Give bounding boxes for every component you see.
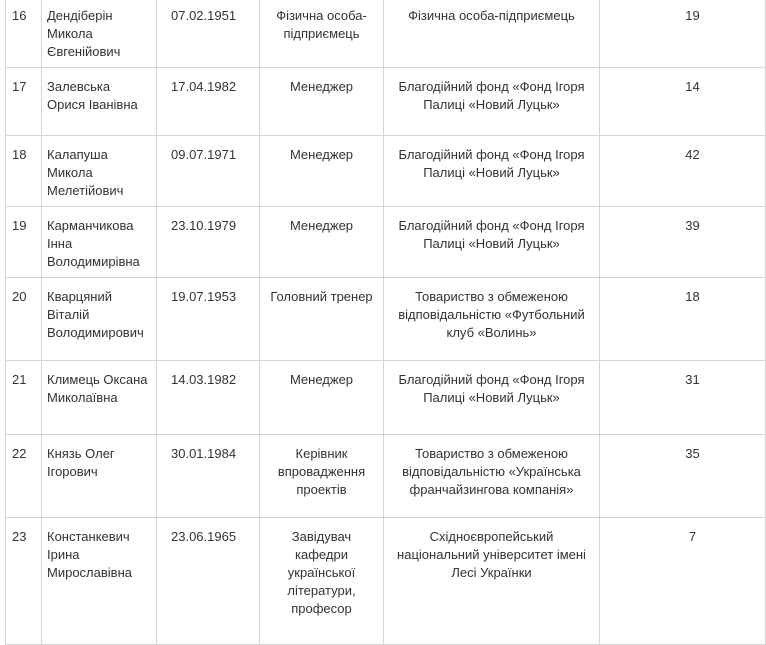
value-cell	[600, 0, 766, 68]
value-cell	[600, 435, 766, 518]
person-name: Кварцяний Віталій Володимирович	[42, 278, 157, 361]
position: Менеджер	[260, 136, 384, 207]
table-row	[6, 0, 766, 68]
value: 35	[685, 446, 700, 461]
birth-date: 09.07.1971	[157, 136, 260, 207]
organization: Фізична особа-підприємець	[384, 0, 600, 68]
row-number: 16	[6, 0, 42, 68]
organization: Товариство з обмеженою відповідальністю «Українська франчайзингова компанія»	[384, 435, 600, 518]
value-cell	[600, 278, 766, 361]
person-name: Констанкевич Ірина Мирославівна	[42, 518, 157, 645]
position: Завідувач кафедри української літератури, професор	[260, 518, 384, 645]
value-cell	[600, 68, 766, 136]
organization: Товариство з обмеженою відповідальністю «Футбольний клуб «Волинь»	[384, 278, 600, 361]
organization: Благодійний фонд «Фонд Ігоря Палиці «Новий Луцьк»	[384, 361, 600, 435]
table-row	[6, 361, 766, 435]
position: Менеджер	[260, 207, 384, 278]
row-number: 18	[6, 136, 42, 207]
value: 19	[685, 8, 700, 23]
table-row	[6, 136, 766, 207]
person-name: Климець Оксана Миколаївна	[42, 361, 157, 435]
birth-date: 30.01.1984	[157, 435, 260, 518]
position: Менеджер	[260, 68, 384, 136]
row-number: 17	[6, 68, 42, 136]
value-cell	[600, 136, 766, 207]
row-number: 20	[6, 278, 42, 361]
value: 14	[685, 79, 700, 94]
organization: Благодійний фонд «Фонд Ігоря Палиці «Новий Луцьк»	[384, 207, 600, 278]
person-name: Дендіберін Микола Євгенійович	[42, 0, 157, 68]
value: 42	[685, 147, 700, 162]
value: 31	[685, 372, 700, 387]
table-row	[6, 68, 766, 136]
value-cell	[600, 518, 766, 645]
value: 39	[685, 218, 700, 233]
birth-date: 23.10.1979	[157, 207, 260, 278]
birth-date: 14.03.1982	[157, 361, 260, 435]
value: 18	[685, 289, 700, 304]
organization: Благодійний фонд «Фонд Ігоря Палиці «Новий Луцьк»	[384, 68, 600, 136]
birth-date: 23.06.1965	[157, 518, 260, 645]
value-cell	[600, 207, 766, 278]
table-row	[6, 435, 766, 518]
position: Менеджер	[260, 361, 384, 435]
row-number: 19	[6, 207, 42, 278]
birth-date: 17.04.1982	[157, 68, 260, 136]
person-name: Калапуша Микола Мелетійович	[42, 136, 157, 207]
table-row	[6, 278, 766, 361]
value-cell	[600, 361, 766, 435]
candidates-table	[5, 0, 766, 645]
position: Фізична особа-підприємець	[260, 0, 384, 68]
person-name: Карманчикова Інна Володимирівна	[42, 207, 157, 278]
organization: Благодійний фонд «Фонд Ігоря Палиці «Новий Луцьк»	[384, 136, 600, 207]
row-number: 22	[6, 435, 42, 518]
row-number: 21	[6, 361, 42, 435]
position: Керівник впровадження проектів	[260, 435, 384, 518]
birth-date: 19.07.1953	[157, 278, 260, 361]
table-row	[6, 518, 766, 645]
value: 7	[688, 529, 697, 544]
person-name: Князь Олег Ігорович	[42, 435, 157, 518]
row-number: 23	[6, 518, 42, 645]
organization: Східноєвропейський національний університет імені Лесі Українки	[384, 518, 600, 645]
position: Головний тренер	[260, 278, 384, 361]
birth-date: 07.02.1951	[157, 0, 260, 68]
table-row	[6, 207, 766, 278]
person-name: Залевська Орися Іванівна	[42, 68, 157, 136]
